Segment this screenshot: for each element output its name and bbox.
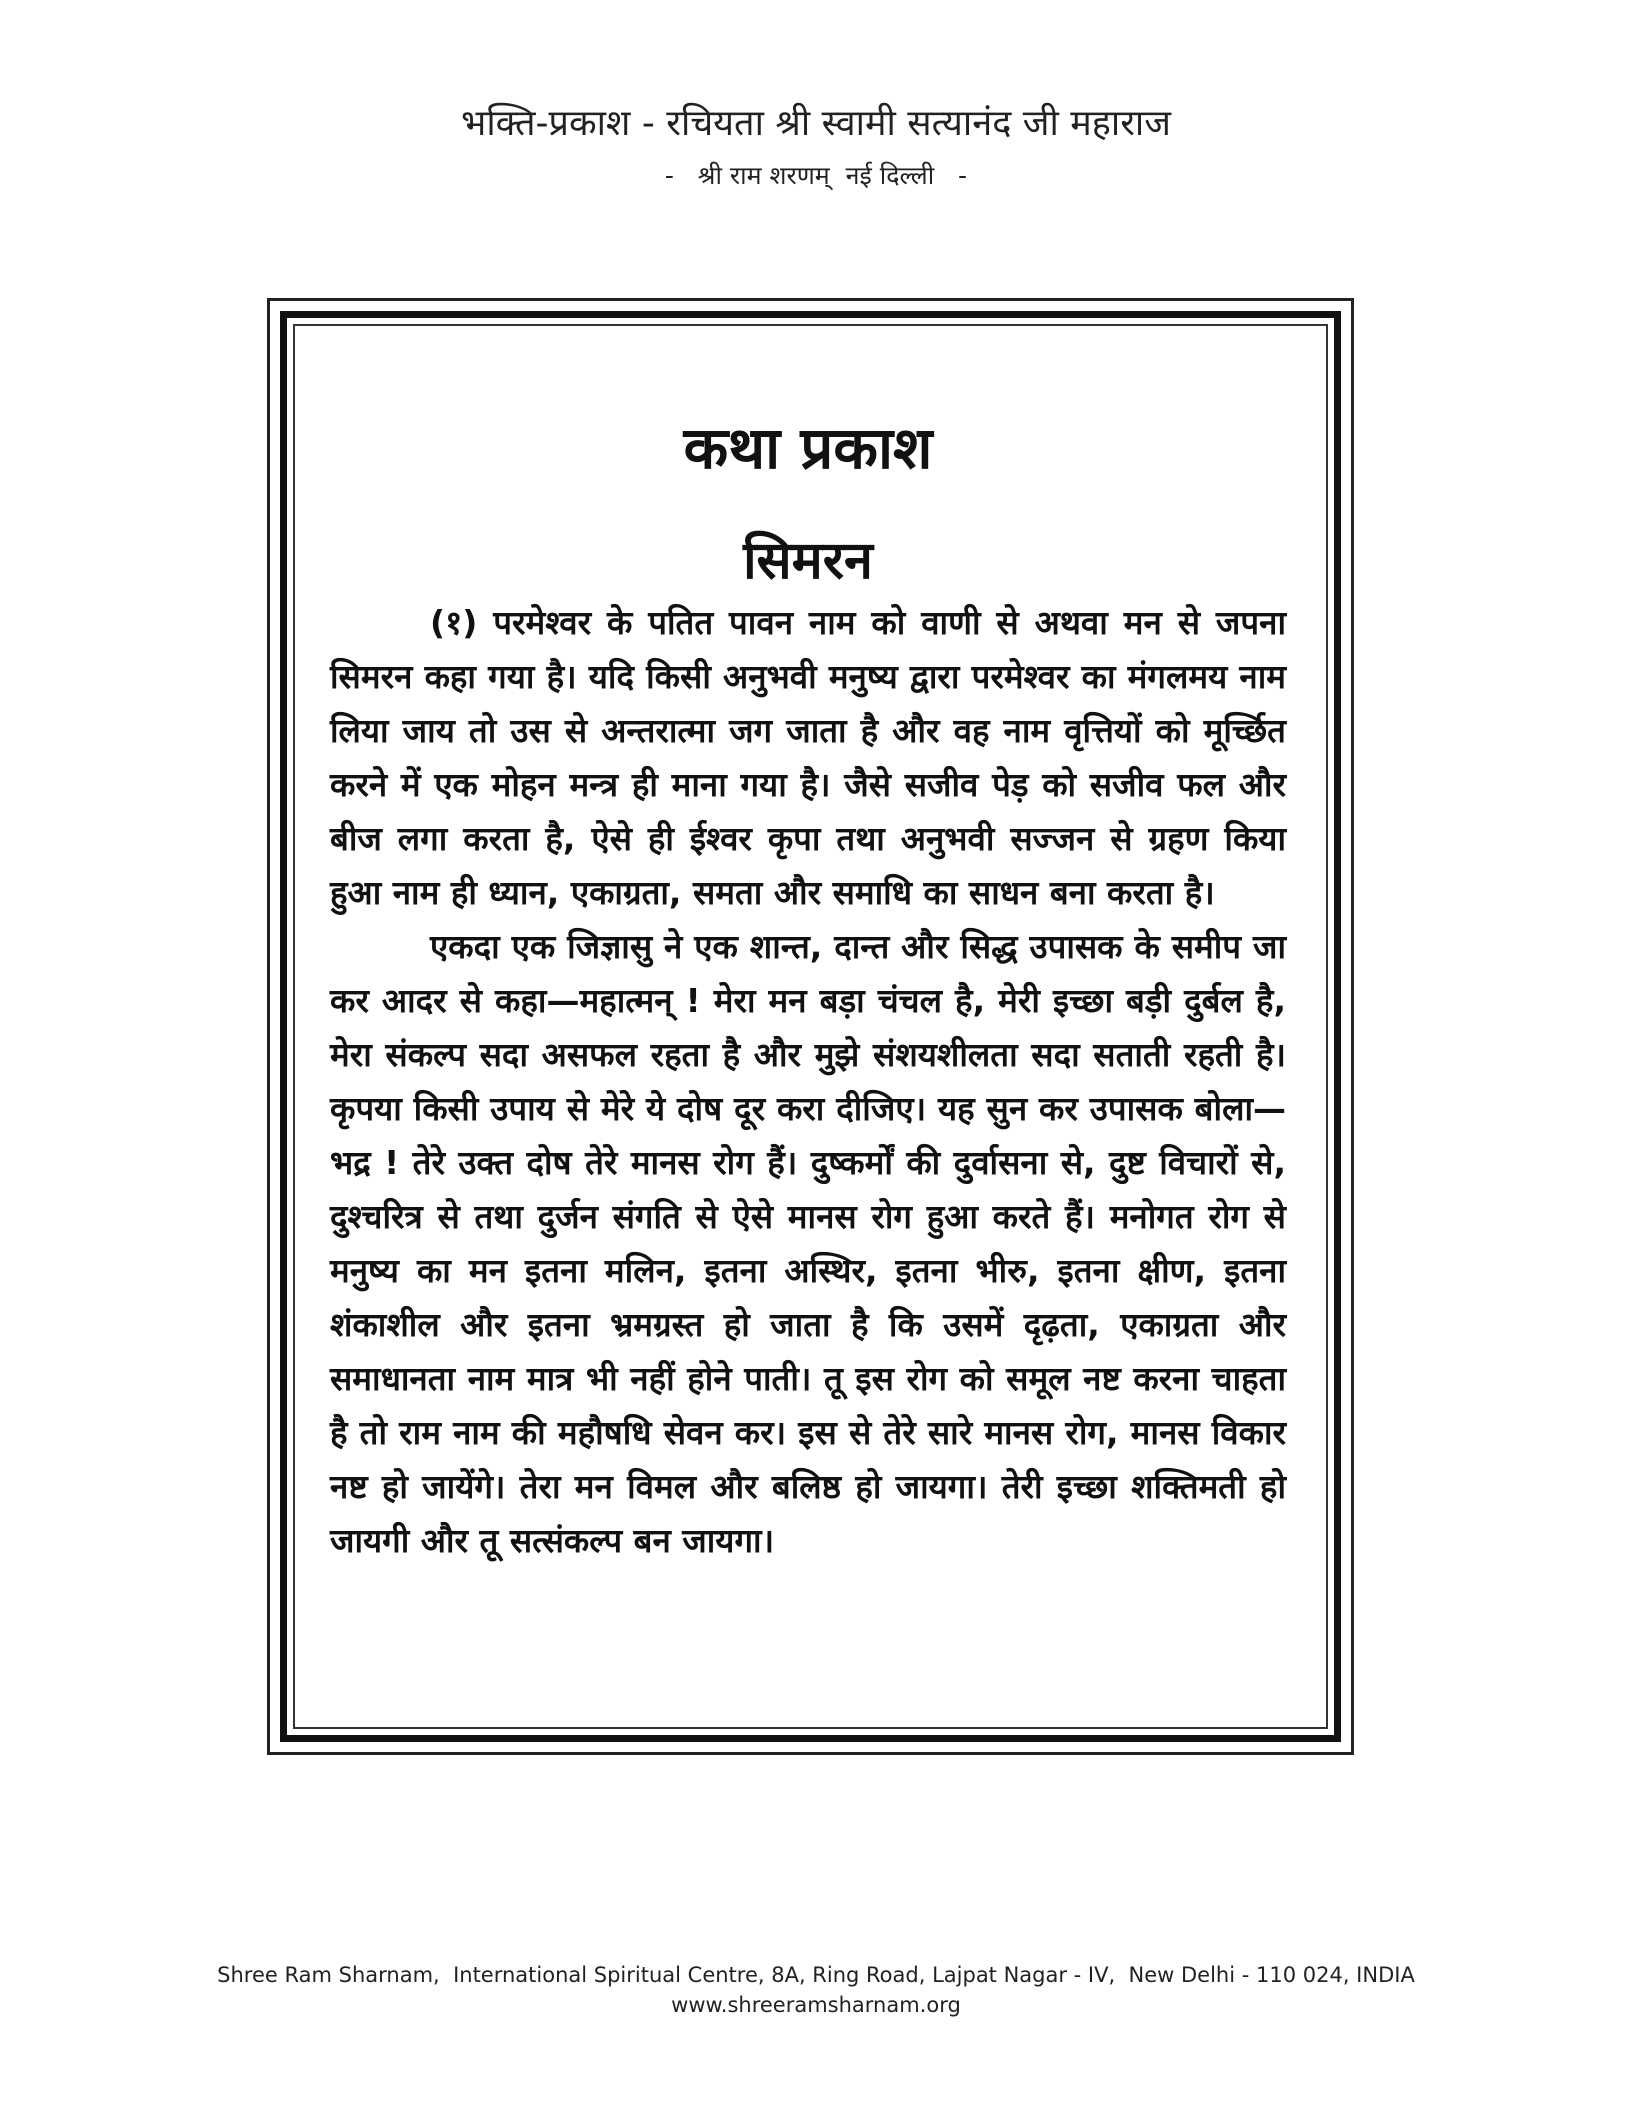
subsection-title: सिमरन xyxy=(743,531,873,591)
page-footer xyxy=(0,1960,1632,2020)
footer-website-link[interactable]: www.shreeramsharnam.org xyxy=(671,1993,961,2017)
book-title: भक्ति-प्रकाश - रचियता श्री स्वामी सत्यानंद जी महाराज xyxy=(461,103,1171,144)
page-header xyxy=(0,100,1632,196)
paragraph-2: एकदा एक जिज्ञासु ने एक शान्त, दान्त और सिद्ध उपासक के समीप जा कर आदर से कहा—महात्मन् ! मेरा मन बड़ा चंचल है, मेरी इच्छा बड़ी दुर्बल है, मेरा संकल्प सदा असफल रहता है और मुझे संशयशीलता सदा सताती रहती है। कृपया किसी उपाय से मेरे ये दोष दूर करा दीजिए। यह सुन कर उपासक बोला—भद्र ! तेरे उक्त दोष तेरे मानस रोग हैं। दुष्कर्मों की दुर्वासना से, दुष्ट विचारों से, दुश्चरित्र से तथा दुर्जन संगति से ऐसे मानस रोग हुआ करते हैं। मनोगत रोग से मनुष्य का मन इतना मलिन, इतना अस्थिर, इतना भीरु, इतना क्षीण, इतना शंकाशील और इतना भ्रमग्रस्त हो जाता है कि उसमें दृढ़ता, एकाग्रता और समाधानता नाम मात्र भी नहीं होने पाती। तू इस रोग को समूल नष्ट करना चाहता है तो राम नाम की महौषधि सेवन कर। इस से तेरे सारे मानस रोग, मानस विकार नष्ट हो जायेंगे। तेरा मन विमल और बलिष्ठ हो जायगा। तेरी इच्छा शक्तिमती हो जायगी और तू सत्संकल्प बन जायगा। xyxy=(330,927,1286,1560)
footer-address: Shree Ram Sharnam, International Spiritual Centre, 8A, Ring Road, Lajpat Nagar - IV, New Delhi - 110 024, INDIA xyxy=(217,1963,1415,1987)
book-subtitle: - श्री राम शरणम् नई दिल्ली - xyxy=(664,161,968,190)
main-content xyxy=(330,408,1286,1568)
paragraph-1: (१) परमेश्वर के पतित पावन नाम को वाणी से अथवा मन से जपना सिमरन कहा गया है। यदि किसी अनुभवी मनुष्य द्वारा परमेश्वर का मंगलमय नाम लिया जाय तो उस से अन्तरात्मा जग जाता है और वह नाम वृत्तियों को मूर्च्छित करने में एक मोहन मन्त्र ही माना गया है। जैसे सजीव पेड़ को सजीव फल और बीज लगा करता है, ऐसे ही ईश्वर कृपा तथा अनुभवी सज्जन से ग्रहण किया हुआ नाम ही ध्यान, एकाग्रता, समता और समाधि का साधन बना करता है। xyxy=(330,603,1286,912)
section-title: कथा प्रकाश xyxy=(683,414,933,482)
